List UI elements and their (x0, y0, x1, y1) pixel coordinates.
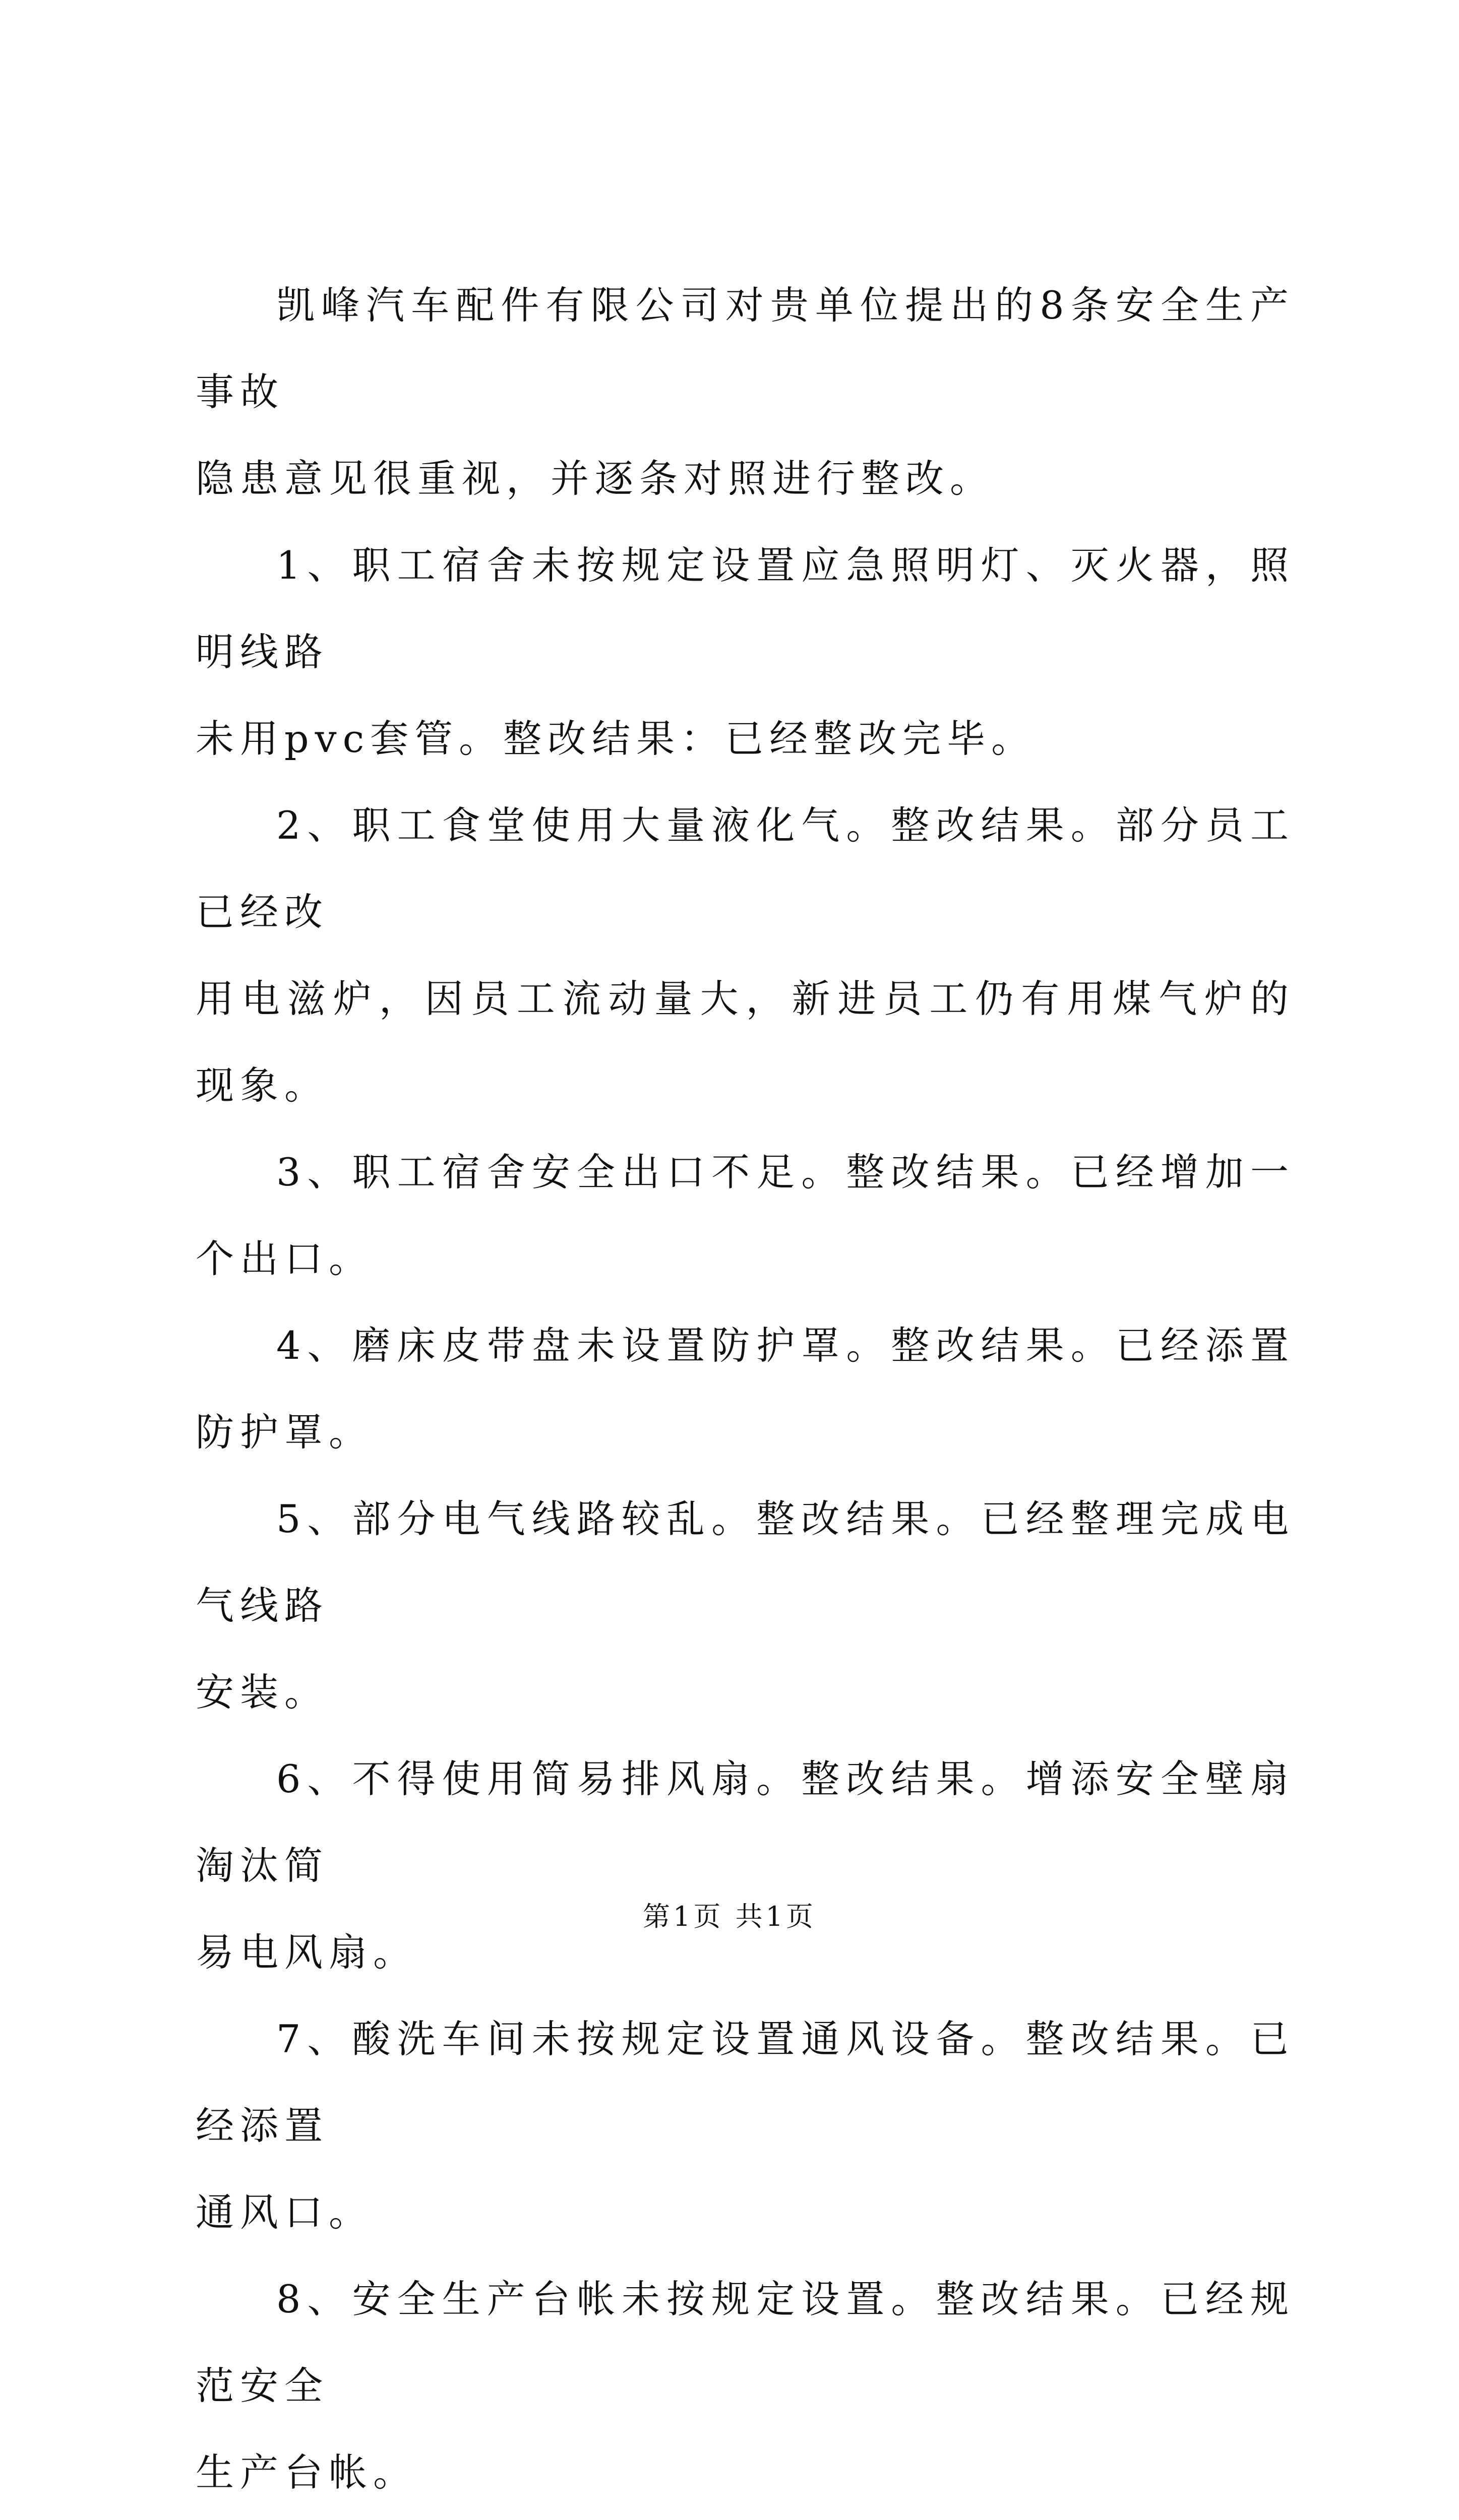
paragraph-line: 隐患意见很重视，并逐条对照进行整改。 (196, 456, 994, 501)
paragraph-line: 4、磨床皮带盘未设置防护罩。整改结果。已经添置防护罩。 (196, 1323, 1295, 1455)
paragraph-line: 6、不得使用简易排风扇。整改结果。增添安全壁扇淘汰简 (196, 1756, 1295, 1888)
paragraph-line: 1、职工宿舍未按规定设置应急照明灯、灭火器，照明线路 (196, 543, 1295, 674)
item-paragraph-6 (196, 1736, 1295, 1996)
item-paragraph-4 (196, 1302, 1295, 1476)
item-paragraph-2 (196, 782, 1295, 1129)
page-number-footer: 第1页 共1页 (643, 1901, 816, 1932)
paragraph-line: 8、安全生产台帐未按规定设置。整改结果。已经规范安全 (196, 2277, 1295, 2408)
paragraph-line: 未用pvc套管。整改结果：已经整改完毕。 (196, 716, 1036, 761)
item-paragraph-3 (196, 1129, 1295, 1302)
document-body (196, 262, 1295, 2520)
item-paragraph-8 (196, 2256, 1295, 2516)
item-paragraph-5 (196, 1476, 1295, 1736)
paragraph-line: 用电滋炉，因员工流动量大，新进员工仍有用煤气炉的现象。 (196, 976, 1295, 1108)
paragraph-line: 生产台帐。 (196, 2450, 417, 2495)
paragraph-line: 5、部分电气线路较乱。整改结果。已经整理完成电气线路 (196, 1496, 1295, 1628)
intro-paragraph (196, 262, 1295, 522)
paragraph-line: 2、职工食堂使用大量液化气。整改结果。部分员工已经改 (196, 803, 1295, 934)
closing-line-reason (196, 2516, 1295, 2520)
paragraph-line: 7、酸洗车间未按规定设置通风设备。整改结果。已经添置 (196, 2017, 1295, 2148)
paragraph-line: 通风口。 (196, 2190, 373, 2235)
paragraph-line: 3、职工宿舍安全出口不足。整改结果。已经增加一个出口。 (196, 1150, 1295, 1281)
paragraph-line: 凯峰汽车配件有限公司对贵单位提出的8条安全生产事故 (196, 283, 1295, 414)
paragraph-line: 易电风扇。 (196, 1930, 417, 1975)
paragraph-line: 安装。 (196, 1670, 329, 1715)
item-paragraph-7 (196, 1996, 1295, 2256)
item-paragraph-1 (196, 522, 1295, 782)
